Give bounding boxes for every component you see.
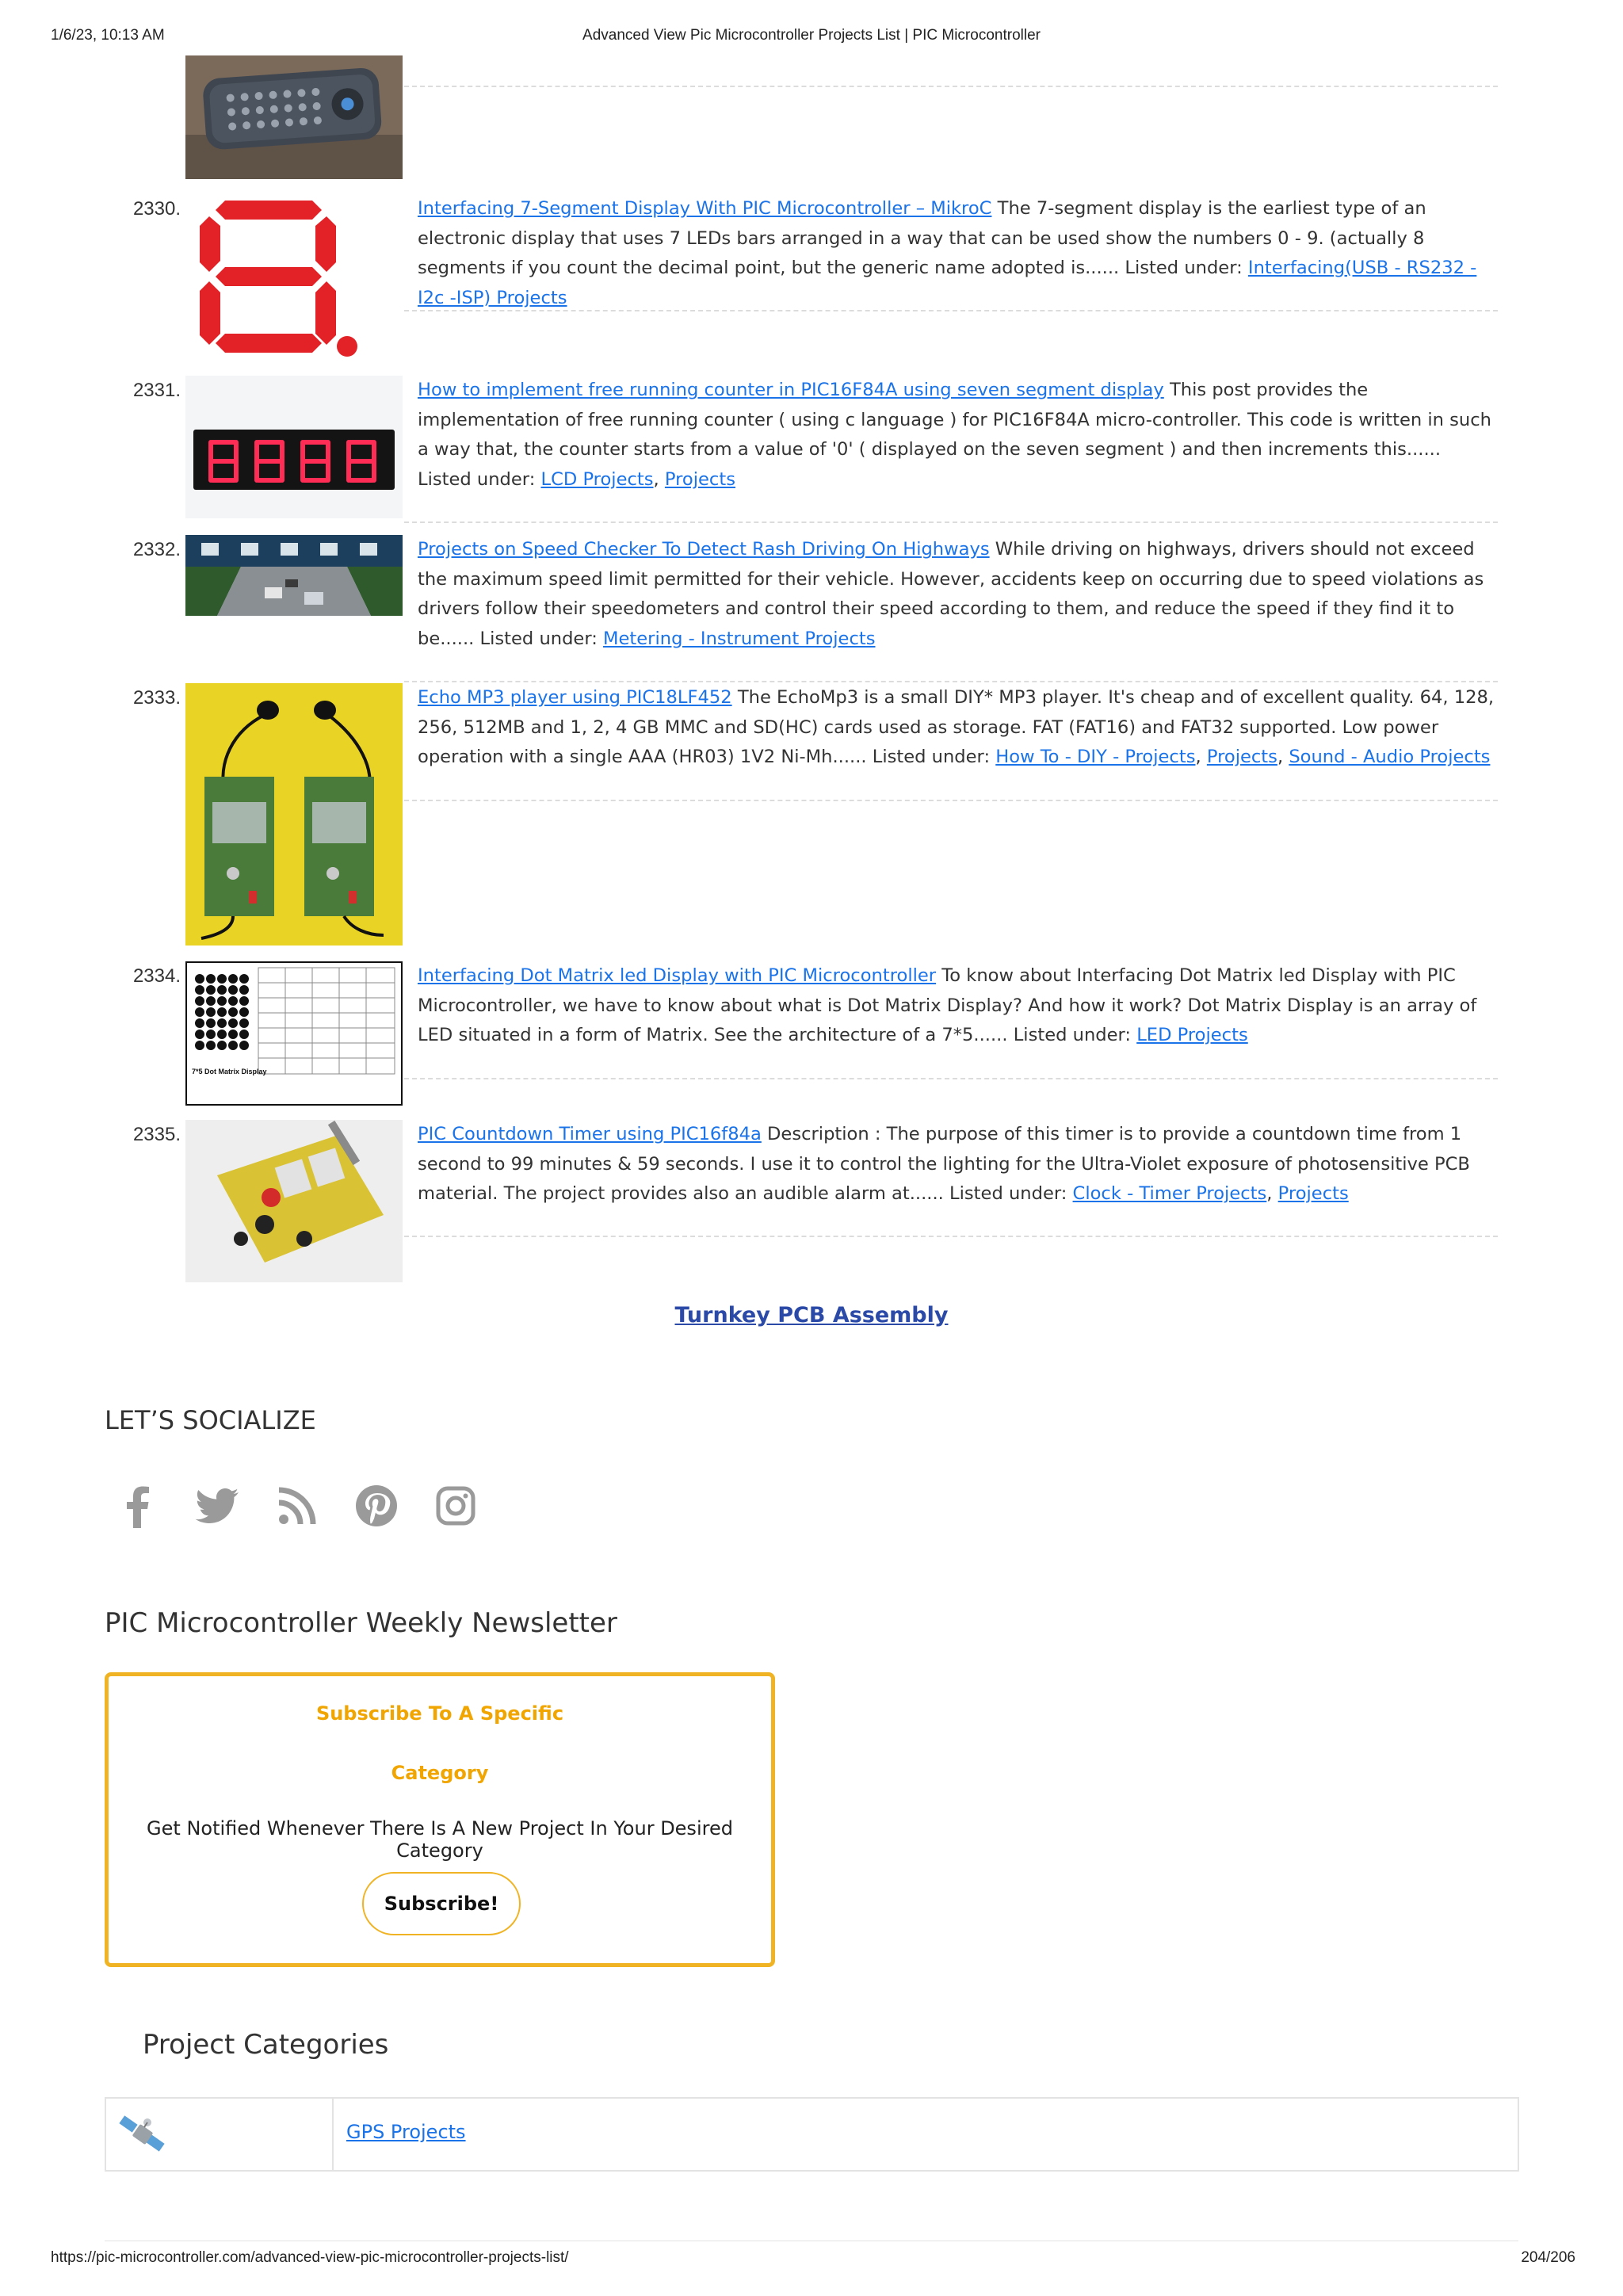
matrix-dot <box>217 1007 227 1017</box>
project-description: Echo MP3 player using PIC18LF452 The EchoMp3 is a small DIY* MP3 player. It's cheap and of excellent quality. 64, 128, 256, 512MB and 1, 2, 4 GB MMC and SD(HC) cards used as storage. FAT (FAT16) and FAT32 supported. Low power operation with a single AAA (HR03) 1V2 Ni-Mh...... Listed under: How To - DIY - Projects, Projects, Sound - Audio Projects <box>418 687 1495 768</box>
listed-under-label: Listed under: <box>1013 1025 1132 1046</box>
project-description: How to implement free running counter in PIC16F84A using seven segment display This post provides the implementation of free running counter ( using c language ) for PIC16F84A micro-controller. This code is written in such a way that, the counter starts from a value of '0' ( displayed on the seven segment ) and then increments this...... Listed under: LCD Projects, Projects <box>418 380 1491 490</box>
category-link[interactable]: LCD Projects <box>540 468 654 490</box>
matrix-dot <box>239 1018 249 1028</box>
matrix-dot <box>228 1030 238 1039</box>
facebook-icon[interactable] <box>115 1482 162 1530</box>
project-number: 2332. <box>132 539 181 560</box>
project-summary: The EchoMp3 is a small DIY* MP3 player. It's cheap and of excellent quality. 64, 128, 256, 512MB and 1, 2, 4 GB MMC and SD(HC) cards used as storage. FAT (FAT16) and FAT32 supported. Low power operation with a single AAA (HR03) 1V2 Ni-Mh...... <box>418 687 1495 768</box>
twitter-icon[interactable] <box>194 1482 242 1530</box>
project-title-link[interactable]: Interfacing 7-Segment Display With PIC Microcontroller – MikroC <box>418 198 992 219</box>
newsletter-title-line2: Category <box>391 1762 489 1784</box>
matrix-dot <box>239 996 249 1006</box>
matrix-dot <box>195 1007 204 1017</box>
matrix-dot <box>228 1018 238 1028</box>
item-divider <box>404 310 1498 311</box>
project-summary: To know about Interfacing Dot Matrix led Display with PIC Microcontroller, we have to know about what is Dot Matrix Display? And how it work? Dot Matrix Display is an array of LED situated in a form of Matrix. See the architecture of a 7*5...... <box>418 965 1477 1046</box>
matrix-dot <box>239 1041 249 1050</box>
matrix-dot <box>228 985 238 995</box>
matrix-dot <box>217 1041 227 1050</box>
project-summary: This post provides the implementation of free running counter ( using c language ) for PIC16F84A micro-controller. This code is written in such a way that, the counter starts from a value of '0' ( displayed on the seven segment ) and then increments this...... <box>418 380 1491 460</box>
project-thumbnail-counter[interactable] <box>185 376 403 518</box>
category-link-gps[interactable]: GPS Projects <box>346 2121 466 2143</box>
matrix-dot <box>206 974 216 984</box>
item-divider <box>404 681 1498 682</box>
matrix-dot <box>239 1030 249 1039</box>
project-number: 2330. <box>132 198 181 220</box>
category-link[interactable]: Metering - Instrument Projects <box>603 628 876 649</box>
matrix-dot <box>195 1030 204 1039</box>
matrix-dot <box>195 1018 204 1028</box>
matrix-dot <box>206 1041 216 1050</box>
listed-under-label: Listed under: <box>872 747 991 768</box>
matrix-dot <box>228 974 238 984</box>
matrix-dot <box>217 1018 227 1028</box>
matrix-dot <box>206 1007 216 1017</box>
project-description <box>418 194 1497 313</box>
matrix-dot <box>217 985 227 995</box>
item-divider <box>404 86 1498 87</box>
project-summary: The 7-segment display is the earliest type of an electronic display that uses 7 LEDs bars arranged in a way that can be used show the numbers 0 - 9. (actually 8 segments if you count the decimal point, but the generic name adopted is...... <box>418 198 1426 279</box>
project-description <box>418 961 1497 1051</box>
socialize-heading: LET’S SOCIALIZE <box>105 1405 316 1435</box>
instagram-icon[interactable] <box>432 1482 479 1530</box>
newsletter-box <box>105 1672 775 1967</box>
categories-table <box>105 2097 1519 2172</box>
category-link[interactable]: Sound - Audio Projects <box>1289 747 1491 768</box>
matrix-dot <box>228 1041 238 1050</box>
project-thumbnail-remote[interactable] <box>185 55 403 179</box>
item-divider <box>404 521 1498 523</box>
project-thumbnail-mp3[interactable] <box>185 683 403 946</box>
matrix-dot <box>195 974 204 984</box>
dot-matrix-caption: 7*5 Dot Matrix Display <box>192 1068 267 1075</box>
project-title-link[interactable]: Echo MP3 player using PIC18LF452 <box>418 687 732 708</box>
matrix-dot <box>206 996 216 1006</box>
category-link[interactable]: Projects <box>1206 747 1277 768</box>
satellite-icon <box>117 2111 168 2157</box>
item-divider <box>404 800 1498 801</box>
project-categories-heading: Project Categories <box>143 2029 389 2061</box>
newsletter-text: Get Notified Whenever There Is A New Project In Your Desired Category <box>147 1817 733 1862</box>
project-summary: Description : The purpose of this timer is to provide a countdown time from 1 second to 99 minutes & 59 seconds. I use it to control the lighting for the Ultra-Violet exposure of photosensitive PCB material. The project provides also an audible alarm at...... <box>418 1124 1470 1205</box>
project-thumbnail-highway[interactable] <box>185 535 403 616</box>
newsletter-title-line1: Subscribe To A Specific <box>315 1702 564 1725</box>
listed-under-label: Listed under: <box>949 1183 1067 1205</box>
project-thumbnail-timer[interactable] <box>185 1120 403 1282</box>
project-number: 2333. <box>132 687 181 709</box>
newsletter-heading: PIC Microcontroller Weekly Newsletter <box>105 1607 617 1639</box>
subscribe-button[interactable]: Subscribe! <box>362 1872 521 1935</box>
project-title-link[interactable]: How to implement free running counter in PIC16F84A using seven segment display <box>418 380 1164 400</box>
project-number: 2331. <box>132 380 181 401</box>
category-icon-cell <box>106 2099 334 2170</box>
project-title-link[interactable]: Projects on Speed Checker To Detect Rash Driving On Highways <box>418 539 990 560</box>
category-link[interactable]: Projects <box>664 468 735 490</box>
matrix-dot <box>195 985 204 995</box>
print-datetime: 1/6/23, 10:13 AM <box>51 27 165 44</box>
print-page-title: Advanced View Pic Microcontroller Projects List | PIC Microcontroller <box>582 27 1041 44</box>
category-link[interactable]: LED Projects <box>1136 1025 1248 1046</box>
item-divider <box>404 1236 1498 1237</box>
project-title-link[interactable]: PIC Countdown Timer using PIC16f84a <box>418 1124 762 1144</box>
matrix-dot <box>217 1030 227 1039</box>
matrix-dot <box>217 974 227 984</box>
project-thumbnail-dotmatrix[interactable] <box>185 961 403 1106</box>
matrix-dot <box>239 985 249 995</box>
matrix-dot <box>239 1007 249 1017</box>
category-link[interactable]: How To - DIY - Projects <box>995 747 1196 768</box>
project-number: 2335. <box>132 1124 181 1145</box>
pinterest-icon[interactable] <box>353 1482 400 1530</box>
project-description: PIC Countdown Timer using PIC16f84a Description : The purpose of this timer is to provide a countdown time from 1 second to 99 minutes & 59 seconds. I use it to control the lighting for the Ultra-Violet exposure of photosensitive PCB material. The project provides also an audible alarm at...... Listed under: Clock - Timer Projects, Projects <box>418 1124 1470 1205</box>
matrix-dot <box>206 985 216 995</box>
matrix-dot <box>206 1030 216 1039</box>
listed-under-label: Listed under: <box>418 468 536 490</box>
rss-icon[interactable] <box>273 1482 321 1530</box>
category-link[interactable]: Interfacing(USB - RS232 - I2c -ISP) Projects <box>418 258 1477 308</box>
listed-under-label: Listed under: <box>479 628 598 649</box>
project-summary: While driving on highways, drivers should not exceed the maximum speed limit permitted for their vehicle. However, accidents keep on occurring due to speed violations as drivers follow their speedometers and control their speed according to them, and reduce the speed if they find it to be...... <box>418 539 1484 649</box>
print-url: https://pic-microcontroller.com/advanced-view-pic-microcontroller-projects-list/ <box>51 2249 569 2266</box>
category-link[interactable]: Projects <box>1277 1183 1349 1205</box>
matrix-dot <box>239 974 249 984</box>
matrix-dot <box>206 1018 216 1028</box>
matrix-dot <box>228 1007 238 1017</box>
item-divider <box>404 1078 1498 1079</box>
project-title-link[interactable]: Interfacing Dot Matrix led Display with PIC Microcontroller <box>418 965 937 986</box>
project-number: 2334. <box>132 965 181 987</box>
matrix-dot <box>195 996 204 1006</box>
matrix-dot <box>217 996 227 1006</box>
category-link[interactable]: Clock - Timer Projects <box>1072 1183 1267 1205</box>
project-thumbnail-7segment[interactable] <box>185 194 403 361</box>
matrix-dot <box>195 1041 204 1050</box>
turnkey-pcb-link[interactable]: Turnkey PCB Assembly <box>674 1303 949 1328</box>
print-page-number: 204/206 <box>1521 2249 1575 2266</box>
print-header <box>0 27 1623 48</box>
matrix-dot <box>228 996 238 1006</box>
project-description <box>418 535 1497 654</box>
listed-under-label: Listed under: <box>1125 258 1243 279</box>
print-footer <box>0 2249 1623 2270</box>
